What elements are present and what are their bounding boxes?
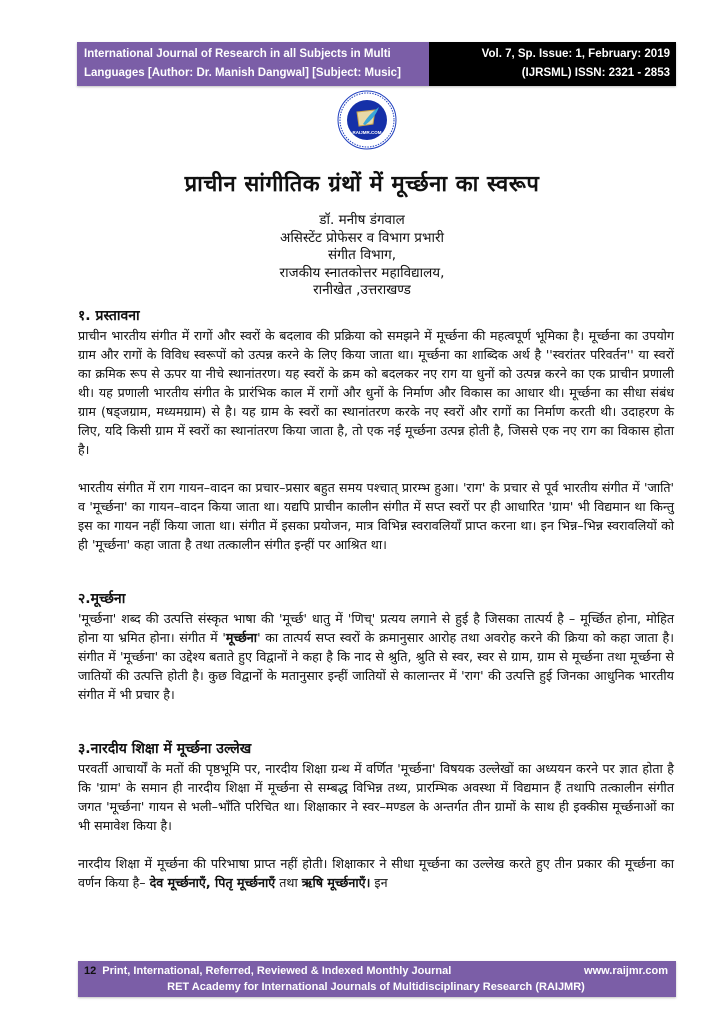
text-span: 'मूर्च्छना' शब्द की उत्पत्ति संस्कृत भाषा की 'मूर्च्छ' धातु में 'णिच्' प्रत्यय लगाने से हुई है जिसका तात्पर्य है – मूर्च्छित होना, मोहित होना या भ्रमित होना। संगीत में ' [78, 611, 674, 645]
volume-issue: Vol. 7, Sp. Issue: 1, February: 2019 [481, 48, 670, 60]
logo-center-text: RAIJMR.COM [352, 130, 382, 135]
text-span: तथा [275, 875, 302, 890]
text-span: नारदीय शिक्षा में मूर्च्छना की परिभाषा प्राप्त नहीं होती। शिक्षाकार ने सीधा मूर्च्छना का उल्लेख करते हुए तीन प्रकार की मूर्च्छना का वर्णन किया है– [78, 856, 674, 890]
footer-publisher: RET Academy for International Journals of Multidisciplinary Research (RAIJMR) [167, 981, 585, 993]
paragraph: प्राचीन भारतीय संगीत में रागों और स्वरों के बदलाव की प्रक्रिया को समझने में मूर्च्छना की महत्वपूर्ण भूमिका है। मूर्च्छना का उपयोग ग्राम और रागों के विविध स्वरूपों को उत्पन्न करने के लिए किया जाता था। मूर्च्छना का शाब्दिक अर्थ है ''स्वरांतर परिवर्तन'' या स्वरों का क्रमिक रूप से ऊपर या नीचे स्थानांतरण। यह स्वरों के क्रम को बदलकर नए राग या धुनों को उत्पन्न करने का एक प्राचीन प्रणाली थी। यह प्रणाली भारतीय संगीत के प्रारंभिक काल में रागों और धुनों के निर्माण और विकास का आधार थी। मूर्च्छना का सीधा संबंध ग्राम (षड्जग्राम, मध्यमग्राम) से है। यह ग्राम के स्वरों का स्थानांतरण करके नए स्वरों और रागों का निर्माण करती थी। उदाहरण के लिए, यदि किसी ग्राम में स्वरों का स्थानांतरण किया जाता है, तो एक नई मूर्च्छना उत्पन्न होती है, जिससे एक नए राग का विकास होता है। [78, 328, 674, 457]
bold-term: ऋषि मूर्च्छनाएँ। [301, 875, 371, 890]
author-location: रानीखेत ,उत्तराखण्ड [313, 282, 411, 298]
paragraph: भारतीय संगीत में राग गायन–वादन का प्रचार–प्रसार बहुत समय पश्चात् प्रारम्भ हुआ। 'राग' के प्रचार से पूर्व भारतीय संगीत में 'जाति' व 'मूर्च्छना' का गायन–वादन किया जाता था। यद्यपि प्राचीन कालीन संगीत में सप्त स्वरों पर ही आधारित 'ग्राम' भी विद्यमान था किन्तु इस का गायन नहीं किया जाता था। संगीत में इसका प्रयोजन, मात्र विभिन्न स्वरावलियाँ प्राप्त करना था। इन भिन्न–भिन्न स्वरावलियों को ही 'मूर्च्छना' कहा जाता है तथा तत्कालीन संगीत इन्हीं पर आश्रित था। [78, 480, 674, 552]
footer-journal-type: Print, International, Referred, Reviewed & Indexed Monthly Journal [102, 965, 452, 977]
journal-info [77, 42, 429, 86]
paragraph: परवर्ती आचार्यों के मतों की पृष्ठभूमि पर, नारदीय शिक्षा ग्रन्थ में वर्णित 'मूर्च्छना' विषयक उल्लेखों का अध्ययन करने पर ज्ञात होता है कि 'ग्राम' के समान ही नारदीय शिक्षा में मूर्च्छना से सम्बद्ध विभिन्न तथ्य, प्रारम्भिक अवस्था में विद्यमान हैं तथापि तत्कालीन संगीत जगत 'मूर्च्छना' गायन से भली–भाँति परिचित था। शिक्षाकार ने स्वर–मण्डल के अन्तर्गत तीन ग्रामों के साथ ही इक्कीस मूर्च्छनाओं का भी समावेश किया है। [78, 761, 674, 833]
bold-term: देव मूर्च्छनाएँ, पितृ मूर्च्छनाएँ [149, 875, 276, 890]
bold-term: मूर्च्छना [225, 630, 258, 645]
author-designation: असिस्टेंट प्रोफेसर व विभाग प्रभारी [280, 229, 444, 246]
paragraph [78, 609, 674, 704]
section-heading: १. प्रस्तावना [78, 308, 140, 324]
author-name: डॉ. मनीष डंगवाल [319, 212, 405, 228]
page-number: 12 [84, 965, 97, 977]
article-title: प्राचीन सांगीतिक ग्रंथों में मूर्च्छना का स्वरूप [184, 172, 540, 197]
issue-info [429, 42, 676, 86]
section-heading: २.मूर्च्छना [78, 591, 126, 607]
author-subject-line: Languages [Author: Dr. Manish Dangwal] [Subject: Music] [84, 67, 401, 79]
author-college: राजकीय स्नातकोत्तर महाविद्यालय, [279, 264, 445, 281]
section-heading: ३.नारदीय शिक्षा में मूर्च्छना उल्लेख [78, 741, 252, 757]
journal-header [77, 42, 676, 86]
journal-footer [78, 961, 676, 997]
paragraph [78, 854, 674, 892]
text-span: ' का तात्पर्य सप्त स्वरों के क्रमानुसार आरोह तथा अवरोह करने की क्रिया को कहा जाता है। संगीत में 'मूर्च्छना' का उद्देश्य बताते हुए विद्वानों ने कहा है कि नाद से श्रुति, श्रुति से स्वर, स्वर से ग्राम, ग्राम से मूर्च्छना तथा मूर्च्छना से जातियों की उत्पत्ति होती है। कुछ विद्वानों के मतानुसार इन्हीं जातियों से कालान्तर में 'राग' की उत्पत्ति हुई जिनका आधुनिक भारतीय संगीत में भी प्रचार है। [78, 630, 675, 702]
text-span: इन [370, 875, 388, 890]
website-link[interactable]: www.raijmr.com [584, 965, 668, 977]
author-block [0, 212, 724, 300]
author-department: संगीत विभाग, [327, 247, 397, 263]
issn: (IJRSML) ISSN: 2321 - 2853 [521, 67, 670, 79]
journal-name-line: International Journal of Research in all Subjects in Multi [84, 48, 391, 60]
raijmr-logo-icon [337, 90, 397, 150]
article-body [78, 306, 674, 892]
